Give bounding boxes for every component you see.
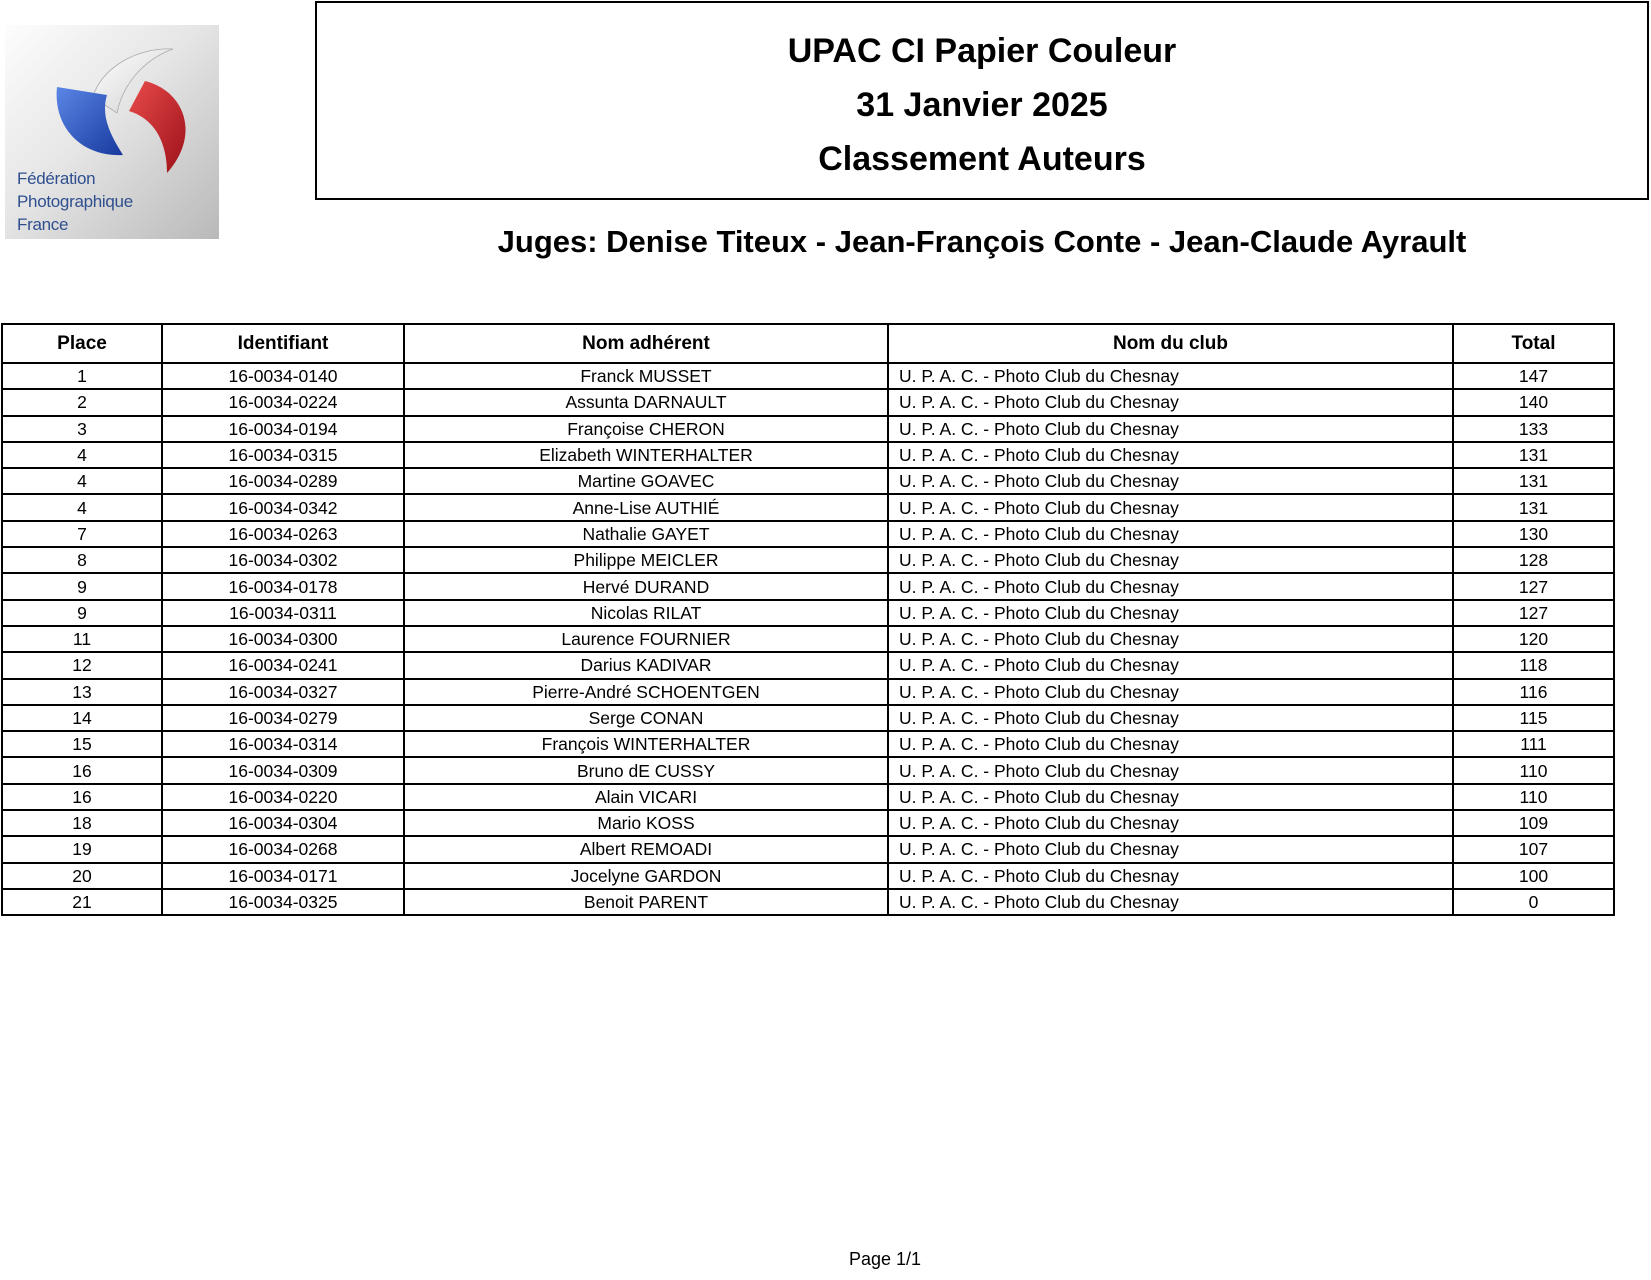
table-row <box>2 494 1614 520</box>
place-cell: 3 <box>2 416 162 442</box>
nom-adherent-cell: Benoit PARENT <box>404 889 888 915</box>
place-cell: 16 <box>2 784 162 810</box>
identifiant-cell: 16-0034-0194 <box>162 416 404 442</box>
identifiant-cell: 16-0034-0171 <box>162 863 404 889</box>
header-identifiant: Identifiant <box>162 324 404 363</box>
total-cell: 107 <box>1453 836 1614 862</box>
identifiant-cell: 16-0034-0327 <box>162 679 404 705</box>
table-row <box>2 863 1614 889</box>
identifiant-cell: 16-0034-0342 <box>162 494 404 520</box>
place-cell: 7 <box>2 521 162 547</box>
nom-adherent-cell: Assunta DARNAULT <box>404 389 888 415</box>
table-row <box>2 705 1614 731</box>
table-row <box>2 652 1614 678</box>
total-cell: 116 <box>1453 679 1614 705</box>
place-cell: 18 <box>2 810 162 836</box>
table-body <box>2 363 1614 915</box>
club-cell: U. P. A. C. - Photo Club du Chesnay <box>888 468 1453 494</box>
total-cell: 115 <box>1453 705 1614 731</box>
club-cell: U. P. A. C. - Photo Club du Chesnay <box>888 679 1453 705</box>
nom-adherent-cell: Mario KOSS <box>404 810 888 836</box>
nom-adherent-cell: Darius KADIVAR <box>404 652 888 678</box>
table-row <box>2 784 1614 810</box>
club-cell: U. P. A. C. - Photo Club du Chesnay <box>888 836 1453 862</box>
nom-adherent-cell: Hervé DURAND <box>404 573 888 599</box>
club-cell: U. P. A. C. - Photo Club du Chesnay <box>888 652 1453 678</box>
total-cell: 127 <box>1453 573 1614 599</box>
table-row <box>2 810 1614 836</box>
header-total: Total <box>1453 324 1614 363</box>
table-header-row <box>2 324 1614 363</box>
document-date: 31 Janvier 2025 <box>856 86 1108 124</box>
club-cell: U. P. A. C. - Photo Club du Chesnay <box>888 521 1453 547</box>
place-cell: 16 <box>2 757 162 783</box>
place-cell: 13 <box>2 679 162 705</box>
total-cell: 111 <box>1453 731 1614 757</box>
total-cell: 118 <box>1453 652 1614 678</box>
nom-adherent-cell: Albert REMOADI <box>404 836 888 862</box>
nom-adherent-cell: Laurence FOURNIER <box>404 626 888 652</box>
place-cell: 1 <box>2 363 162 389</box>
identifiant-cell: 16-0034-0325 <box>162 889 404 915</box>
identifiant-cell: 16-0034-0263 <box>162 521 404 547</box>
total-cell: 100 <box>1453 863 1614 889</box>
table-row <box>2 626 1614 652</box>
table-row <box>2 889 1614 915</box>
nom-adherent-cell: Nathalie GAYET <box>404 521 888 547</box>
club-cell: U. P. A. C. - Photo Club du Chesnay <box>888 363 1453 389</box>
nom-adherent-cell: Philippe MEICLER <box>404 547 888 573</box>
header-place: Place <box>2 324 162 363</box>
identifiant-cell: 16-0034-0289 <box>162 468 404 494</box>
nom-adherent-cell: Serge CONAN <box>404 705 888 731</box>
club-cell: U. P. A. C. - Photo Club du Chesnay <box>888 810 1453 836</box>
header-nom-club: Nom du club <box>888 324 1453 363</box>
table-row <box>2 389 1614 415</box>
nom-adherent-cell: Martine GOAVEC <box>404 468 888 494</box>
nom-adherent-cell: Alain VICARI <box>404 784 888 810</box>
federation-logo <box>5 25 219 239</box>
nom-adherent-cell: Elizabeth WINTERHALTER <box>404 442 888 468</box>
identifiant-cell: 16-0034-0314 <box>162 731 404 757</box>
place-cell: 21 <box>2 889 162 915</box>
club-cell: U. P. A. C. - Photo Club du Chesnay <box>888 784 1453 810</box>
club-cell: U. P. A. C. - Photo Club du Chesnay <box>888 626 1453 652</box>
place-cell: 4 <box>2 442 162 468</box>
table-row <box>2 731 1614 757</box>
club-cell: U. P. A. C. - Photo Club du Chesnay <box>888 889 1453 915</box>
total-cell: 147 <box>1453 363 1614 389</box>
nom-adherent-cell: Anne-Lise AUTHIÉ <box>404 494 888 520</box>
total-cell: 127 <box>1453 600 1614 626</box>
identifiant-cell: 16-0034-0315 <box>162 442 404 468</box>
nom-adherent-cell: Nicolas RILAT <box>404 600 888 626</box>
total-cell: 131 <box>1453 494 1614 520</box>
header-nom-adherent: Nom adhérent <box>404 324 888 363</box>
table-row <box>2 442 1614 468</box>
place-cell: 8 <box>2 547 162 573</box>
table-row <box>2 547 1614 573</box>
identifiant-cell: 16-0034-0309 <box>162 757 404 783</box>
club-cell: U. P. A. C. - Photo Club du Chesnay <box>888 573 1453 599</box>
total-cell: 140 <box>1453 389 1614 415</box>
logo-line-3: France <box>17 215 69 234</box>
total-cell: 109 <box>1453 810 1614 836</box>
club-cell: U. P. A. C. - Photo Club du Chesnay <box>888 600 1453 626</box>
identifiant-cell: 16-0034-0140 <box>162 363 404 389</box>
total-cell: 120 <box>1453 626 1614 652</box>
club-cell: U. P. A. C. - Photo Club du Chesnay <box>888 442 1453 468</box>
place-cell: 2 <box>2 389 162 415</box>
nom-adherent-cell: Françoise CHERON <box>404 416 888 442</box>
table-row <box>2 679 1614 705</box>
place-cell: 9 <box>2 600 162 626</box>
logo-line-2: Photographique <box>17 192 133 211</box>
identifiant-cell: 16-0034-0241 <box>162 652 404 678</box>
place-cell: 9 <box>2 573 162 599</box>
identifiant-cell: 16-0034-0279 <box>162 705 404 731</box>
document-subtitle: Classement Auteurs <box>818 140 1146 178</box>
document-title: UPAC CI Papier Couleur <box>787 32 1177 70</box>
total-cell: 110 <box>1453 784 1614 810</box>
nom-adherent-cell: Pierre-André SCHOENTGEN <box>404 679 888 705</box>
club-cell: U. P. A. C. - Photo Club du Chesnay <box>888 547 1453 573</box>
club-cell: U. P. A. C. - Photo Club du Chesnay <box>888 731 1453 757</box>
club-cell: U. P. A. C. - Photo Club du Chesnay <box>888 705 1453 731</box>
identifiant-cell: 16-0034-0220 <box>162 784 404 810</box>
identifiant-cell: 16-0034-0302 <box>162 547 404 573</box>
table-row <box>2 363 1614 389</box>
title-box <box>315 1 1649 200</box>
club-cell: U. P. A. C. - Photo Club du Chesnay <box>888 389 1453 415</box>
place-cell: 4 <box>2 494 162 520</box>
nom-adherent-cell: François WINTERHALTER <box>404 731 888 757</box>
place-cell: 14 <box>2 705 162 731</box>
table-row <box>2 468 1614 494</box>
judges-line: Juges: Denise Titeux - Jean-François Conte - Jean-Claude Ayrault <box>497 224 1467 259</box>
total-cell: 130 <box>1453 521 1614 547</box>
table-row <box>2 757 1614 783</box>
place-cell: 19 <box>2 836 162 862</box>
table-row <box>2 521 1614 547</box>
total-cell: 0 <box>1453 889 1614 915</box>
table-row <box>2 836 1614 862</box>
total-cell: 131 <box>1453 468 1614 494</box>
total-cell: 131 <box>1453 442 1614 468</box>
table-row <box>2 573 1614 599</box>
club-cell: U. P. A. C. - Photo Club du Chesnay <box>888 757 1453 783</box>
club-cell: U. P. A. C. - Photo Club du Chesnay <box>888 494 1453 520</box>
identifiant-cell: 16-0034-0268 <box>162 836 404 862</box>
identifiant-cell: 16-0034-0304 <box>162 810 404 836</box>
place-cell: 20 <box>2 863 162 889</box>
club-cell: U. P. A. C. - Photo Club du Chesnay <box>888 416 1453 442</box>
page-number: Page 1/1 <box>848 1249 922 1269</box>
place-cell: 15 <box>2 731 162 757</box>
table-row <box>2 600 1614 626</box>
logo-line-1: Fédération <box>17 169 96 188</box>
identifiant-cell: 16-0034-0224 <box>162 389 404 415</box>
identifiant-cell: 16-0034-0178 <box>162 573 404 599</box>
nom-adherent-cell: Bruno dE CUSSY <box>404 757 888 783</box>
table-row <box>2 416 1614 442</box>
place-cell: 11 <box>2 626 162 652</box>
identifiant-cell: 16-0034-0300 <box>162 626 404 652</box>
place-cell: 12 <box>2 652 162 678</box>
nom-adherent-cell: Franck MUSSET <box>404 363 888 389</box>
club-cell: U. P. A. C. - Photo Club du Chesnay <box>888 863 1453 889</box>
identifiant-cell: 16-0034-0311 <box>162 600 404 626</box>
place-cell: 4 <box>2 468 162 494</box>
results-table <box>1 323 1615 916</box>
total-cell: 110 <box>1453 757 1614 783</box>
total-cell: 133 <box>1453 416 1614 442</box>
total-cell: 128 <box>1453 547 1614 573</box>
nom-adherent-cell: Jocelyne GARDON <box>404 863 888 889</box>
